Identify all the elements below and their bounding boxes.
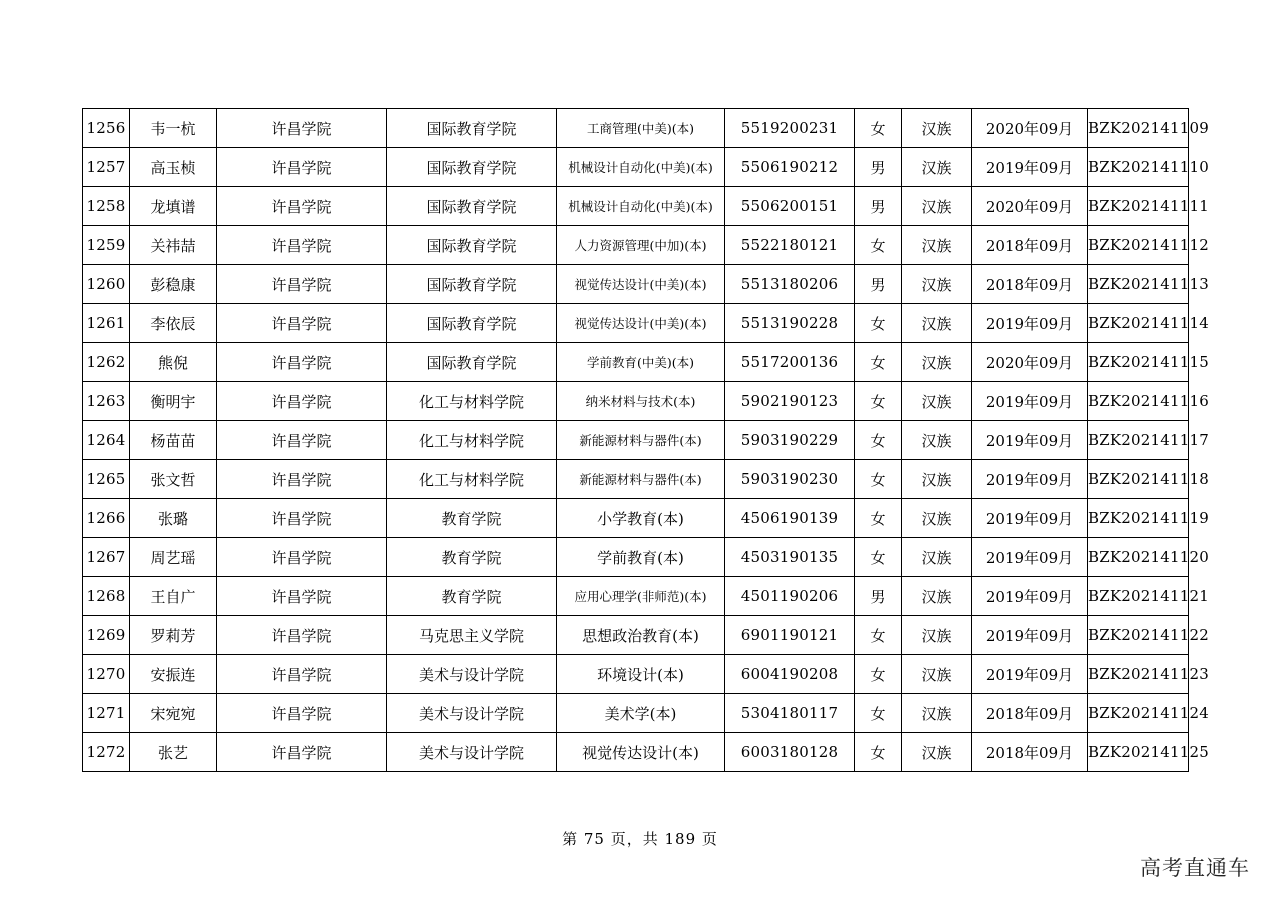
- table-row: [83, 343, 1189, 382]
- page-number-footer: 第 75 页，共 189 页: [562, 830, 718, 848]
- school-name: 许昌学院: [217, 109, 387, 148]
- major-name: 人力资源管理(中加)(本): [557, 226, 725, 265]
- major-name: 机械设计自动化(中美)(本): [557, 148, 725, 187]
- student-id: 5902190123: [725, 382, 855, 421]
- college-name: 教育学院: [387, 577, 557, 616]
- student-id: 4501190206: [725, 577, 855, 616]
- college-name: 国际教育学院: [387, 343, 557, 382]
- college-name: 美术与设计学院: [387, 733, 557, 772]
- college-name: 国际教育学院: [387, 304, 557, 343]
- student-id: 5903190230: [725, 460, 855, 499]
- ethnicity: 汉族: [902, 577, 972, 616]
- table-row: [83, 655, 1189, 694]
- school-name: 许昌学院: [217, 265, 387, 304]
- gender: 女: [855, 109, 902, 148]
- student-id: 5517200136: [725, 343, 855, 382]
- row-number: 1263: [83, 382, 130, 421]
- table-row: [83, 109, 1189, 148]
- enrollment-date: 2018年09月: [972, 733, 1088, 772]
- gender: 女: [855, 499, 902, 538]
- college-name: 国际教育学院: [387, 226, 557, 265]
- major-name: 视觉传达设计(中美)(本): [557, 304, 725, 343]
- gender: 女: [855, 655, 902, 694]
- student-id: 4506190139: [725, 499, 855, 538]
- row-number: 1264: [83, 421, 130, 460]
- gender: 女: [855, 304, 902, 343]
- college-name: 化工与材料学院: [387, 382, 557, 421]
- enrollment-date: 2019年09月: [972, 148, 1088, 187]
- enrollment-date: 2019年09月: [972, 382, 1088, 421]
- college-name: 教育学院: [387, 538, 557, 577]
- student-name: 高玉桢: [130, 148, 217, 187]
- table-row: [83, 499, 1189, 538]
- student-name: 宋宛宛: [130, 694, 217, 733]
- gender: 女: [855, 616, 902, 655]
- ethnicity: 汉族: [902, 343, 972, 382]
- certificate-number: BZK202141125: [1088, 733, 1189, 772]
- certificate-number: BZK202141123: [1088, 655, 1189, 694]
- college-name: 化工与材料学院: [387, 421, 557, 460]
- certificate-number: BZK202141117: [1088, 421, 1189, 460]
- row-number: 1268: [83, 577, 130, 616]
- major-name: 学前教育(本): [557, 538, 725, 577]
- roster-body: [83, 109, 1209, 772]
- school-name: 许昌学院: [217, 343, 387, 382]
- enrollment-date: 2018年09月: [972, 226, 1088, 265]
- enrollment-date: 2019年09月: [972, 499, 1088, 538]
- student-name: 彭稳康: [130, 265, 217, 304]
- row-number: 1262: [83, 343, 130, 382]
- student-id: 5513190228: [725, 304, 855, 343]
- student-roster-table: [82, 108, 1209, 772]
- major-name: 工商管理(中美)(本): [557, 109, 725, 148]
- enrollment-date: 2020年09月: [972, 343, 1088, 382]
- row-number: 1260: [83, 265, 130, 304]
- table-row: [83, 148, 1189, 187]
- row-number: 1258: [83, 187, 130, 226]
- certificate-number: BZK202141114: [1088, 304, 1189, 343]
- college-name: 化工与材料学院: [387, 460, 557, 499]
- major-name: 美术学(本): [557, 694, 725, 733]
- student-name: 李依辰: [130, 304, 217, 343]
- school-name: 许昌学院: [217, 226, 387, 265]
- student-id: 6003180128: [725, 733, 855, 772]
- row-number: 1257: [83, 148, 130, 187]
- student-name: 关祎喆: [130, 226, 217, 265]
- gender: 男: [855, 577, 902, 616]
- row-number: 1271: [83, 694, 130, 733]
- gender: 女: [855, 733, 902, 772]
- certificate-number: BZK202141122: [1088, 616, 1189, 655]
- gender: 男: [855, 187, 902, 226]
- major-name: 学前教育(中美)(本): [557, 343, 725, 382]
- student-id: 5506190212: [725, 148, 855, 187]
- table-row: [83, 616, 1189, 655]
- ethnicity: 汉族: [902, 421, 972, 460]
- major-name: 新能源材料与器件(本): [557, 421, 725, 460]
- certificate-number: BZK202141112: [1088, 226, 1189, 265]
- student-id: 6004190208: [725, 655, 855, 694]
- row-number: 1256: [83, 109, 130, 148]
- major-name: 小学教育(本): [557, 499, 725, 538]
- major-name: 纳米材料与技术(本): [557, 382, 725, 421]
- ethnicity: 汉族: [902, 655, 972, 694]
- school-name: 许昌学院: [217, 421, 387, 460]
- watermark-text: 高考直通车: [1140, 856, 1250, 880]
- student-id: 4503190135: [725, 538, 855, 577]
- student-id: 5513180206: [725, 265, 855, 304]
- enrollment-date: 2019年09月: [972, 538, 1088, 577]
- school-name: 许昌学院: [217, 538, 387, 577]
- school-name: 许昌学院: [217, 499, 387, 538]
- enrollment-date: 2019年09月: [972, 655, 1088, 694]
- ethnicity: 汉族: [902, 538, 972, 577]
- row-number: 1261: [83, 304, 130, 343]
- enrollment-date: 2020年09月: [972, 187, 1088, 226]
- certificate-number: BZK202141115: [1088, 343, 1189, 382]
- ethnicity: 汉族: [902, 148, 972, 187]
- enrollment-date: 2020年09月: [972, 109, 1088, 148]
- ethnicity: 汉族: [902, 694, 972, 733]
- table-row: [83, 577, 1189, 616]
- certificate-number: BZK202141111: [1088, 187, 1189, 226]
- college-name: 美术与设计学院: [387, 655, 557, 694]
- enrollment-date: 2019年09月: [972, 460, 1088, 499]
- ethnicity: 汉族: [902, 499, 972, 538]
- major-name: 应用心理学(非师范)(本): [557, 577, 725, 616]
- gender: 女: [855, 460, 902, 499]
- gender: 女: [855, 694, 902, 733]
- school-name: 许昌学院: [217, 187, 387, 226]
- student-name: 龙填谱: [130, 187, 217, 226]
- student-id: 5519200231: [725, 109, 855, 148]
- college-name: 马克思主义学院: [387, 616, 557, 655]
- row-number: 1266: [83, 499, 130, 538]
- enrollment-date: 2019年09月: [972, 616, 1088, 655]
- student-id: 5304180117: [725, 694, 855, 733]
- gender: 女: [855, 382, 902, 421]
- college-name: 教育学院: [387, 499, 557, 538]
- gender: 女: [855, 421, 902, 460]
- student-name: 衡明宇: [130, 382, 217, 421]
- row-number: 1267: [83, 538, 130, 577]
- college-name: 美术与设计学院: [387, 694, 557, 733]
- table-row: [83, 226, 1189, 265]
- ethnicity: 汉族: [902, 226, 972, 265]
- gender: 男: [855, 265, 902, 304]
- certificate-number: BZK202141120: [1088, 538, 1189, 577]
- student-name: 安振连: [130, 655, 217, 694]
- major-name: 环境设计(本): [557, 655, 725, 694]
- gender: 女: [855, 343, 902, 382]
- ethnicity: 汉族: [902, 265, 972, 304]
- certificate-number: BZK202141118: [1088, 460, 1189, 499]
- table-row: [83, 382, 1189, 421]
- row-number: 1265: [83, 460, 130, 499]
- ethnicity: 汉族: [902, 109, 972, 148]
- ethnicity: 汉族: [902, 304, 972, 343]
- row-number: 1272: [83, 733, 130, 772]
- school-name: 许昌学院: [217, 304, 387, 343]
- table-row: [83, 265, 1189, 304]
- student-id: 5506200151: [725, 187, 855, 226]
- student-name: 韦一杭: [130, 109, 217, 148]
- student-id: 6901190121: [725, 616, 855, 655]
- enrollment-date: 2018年09月: [972, 694, 1088, 733]
- enrollment-date: 2019年09月: [972, 421, 1088, 460]
- student-name: 周艺瑶: [130, 538, 217, 577]
- student-id: 5903190229: [725, 421, 855, 460]
- certificate-number: BZK202141119: [1088, 499, 1189, 538]
- major-name: 视觉传达设计(本): [557, 733, 725, 772]
- student-name: 张文哲: [130, 460, 217, 499]
- major-name: 思想政治教育(本): [557, 616, 725, 655]
- student-name: 王自广: [130, 577, 217, 616]
- row-number: 1270: [83, 655, 130, 694]
- table-row: [83, 460, 1189, 499]
- school-name: 许昌学院: [217, 655, 387, 694]
- student-name: 熊倪: [130, 343, 217, 382]
- school-name: 许昌学院: [217, 733, 387, 772]
- student-name: 张艺: [130, 733, 217, 772]
- school-name: 许昌学院: [217, 616, 387, 655]
- school-name: 许昌学院: [217, 148, 387, 187]
- major-name: 机械设计自动化(中美)(本): [557, 187, 725, 226]
- certificate-number: BZK202141124: [1088, 694, 1189, 733]
- certificate-number: BZK202141109: [1088, 109, 1189, 148]
- student-name: 罗莉芳: [130, 616, 217, 655]
- ethnicity: 汉族: [902, 382, 972, 421]
- row-number: 1259: [83, 226, 130, 265]
- college-name: 国际教育学院: [387, 148, 557, 187]
- college-name: 国际教育学院: [387, 265, 557, 304]
- gender: 男: [855, 148, 902, 187]
- ethnicity: 汉族: [902, 187, 972, 226]
- student-name: 张璐: [130, 499, 217, 538]
- certificate-number: BZK202141116: [1088, 382, 1189, 421]
- table-row: [83, 733, 1189, 772]
- major-name: 视觉传达设计(中美)(本): [557, 265, 725, 304]
- enrollment-date: 2018年09月: [972, 265, 1088, 304]
- major-name: 新能源材料与器件(本): [557, 460, 725, 499]
- student-name: 杨苗苗: [130, 421, 217, 460]
- ethnicity: 汉族: [902, 616, 972, 655]
- student-id: 5522180121: [725, 226, 855, 265]
- table-row: [83, 694, 1189, 733]
- certificate-number: BZK202141121: [1088, 577, 1189, 616]
- college-name: 国际教育学院: [387, 187, 557, 226]
- school-name: 许昌学院: [217, 382, 387, 421]
- ethnicity: 汉族: [902, 460, 972, 499]
- table-row: [83, 187, 1189, 226]
- school-name: 许昌学院: [217, 577, 387, 616]
- gender: 女: [855, 538, 902, 577]
- table-row: [83, 538, 1189, 577]
- school-name: 许昌学院: [217, 460, 387, 499]
- school-name: 许昌学院: [217, 694, 387, 733]
- college-name: 国际教育学院: [387, 109, 557, 148]
- table-row: [83, 304, 1189, 343]
- enrollment-date: 2019年09月: [972, 577, 1088, 616]
- row-number: 1269: [83, 616, 130, 655]
- ethnicity: 汉族: [902, 733, 972, 772]
- gender: 女: [855, 226, 902, 265]
- enrollment-date: 2019年09月: [972, 304, 1088, 343]
- certificate-number: BZK202141113: [1088, 265, 1189, 304]
- table-row: [83, 421, 1189, 460]
- certificate-number: BZK202141110: [1088, 148, 1189, 187]
